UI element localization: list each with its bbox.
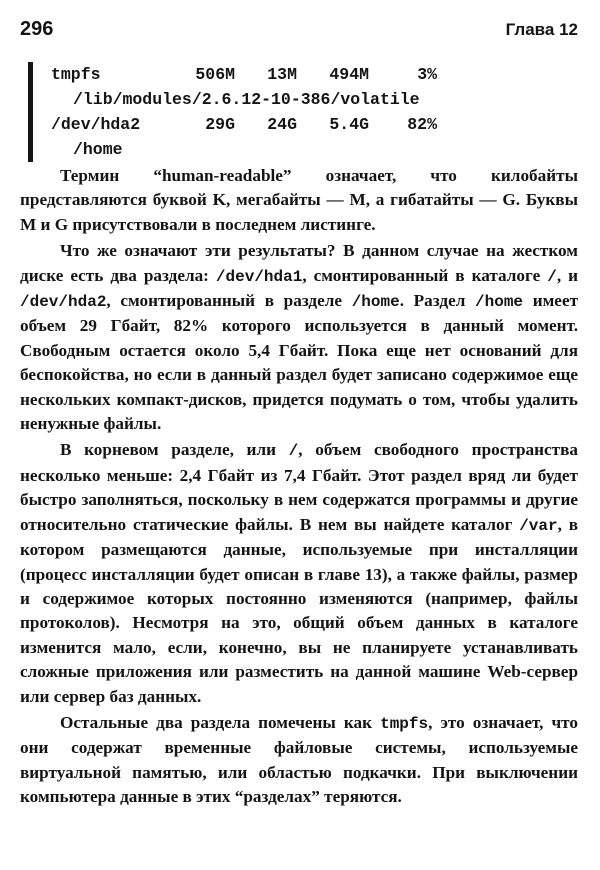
inline-code: /home [475, 293, 524, 312]
inline-code: tmpfs [380, 714, 429, 733]
listing-row [51, 112, 521, 137]
text-run: , объем свободного пространства несколько меньше: 2,4 Гбайт из 7,4 Гбайт. Этот раздел вряд ли будет быстро заполняться, поскольку в нем содержатся программы и другие относительно статические файлы. В нем вы найдете каталог [20, 440, 579, 534]
text-run: , это означает, что они содержат временные файловые системы, используемые виртуальной памятью, или областью подкачки. При выключении компьютера данные в этих “разделах” теряются. [20, 712, 578, 807]
body-text [20, 164, 578, 812]
text-run: , и [556, 265, 579, 285]
text-run: имеет объем 29 Гбайт, 82% которого используется в данный момент. Свободным остается около 5,4 Гбайт. Пока еще нет оснований для беспокойства, но если в данный раздел будет записано содержимое еще нескольких компакт-дисков, придется подумать о том, чтобы удалить ненужные файлы. [20, 291, 579, 434]
size-cell: 506M [195, 65, 235, 84]
page-number: 296 [20, 18, 54, 40]
page-header [20, 18, 578, 48]
paragraph-4 [20, 711, 578, 810]
used-cell: 24G [267, 115, 297, 134]
mount-point-line: /home [73, 140, 123, 159]
inline-code: /home [351, 293, 400, 312]
use-pct-cell: 82% [407, 115, 437, 134]
mount-point-line: /lib/modules/2.6.12-10-386/volatile [73, 90, 420, 109]
text-run: , в котором размещаются данные, используемые при инсталляции (процесс инсталляции будет описан в главе 13), а также файлы, размер и содержимое которых постоянно изменяются (например, файлы протоколов). Несмотря на это, общий объем данных в каталоге изменится мало, если, конечно, вы не планируете устанавливать сложные приложения или разместить на данной машине Web-сервер или сервер баз данных. [20, 514, 578, 706]
use-pct-cell: 3% [417, 65, 437, 84]
paragraph-3 [20, 438, 578, 708]
inline-code: / [547, 267, 557, 286]
text-run: В корневом разделе, или [60, 440, 289, 460]
filesystem-cell: /dev/hda2 [51, 115, 141, 134]
listing-row [51, 62, 521, 87]
text-run: . Раздел [399, 291, 476, 311]
avail-cell: 5.4G [329, 115, 369, 134]
used-cell: 13M [267, 65, 297, 84]
text-run: , смонтированный в разделе [106, 291, 352, 311]
text-run: , смонтированный в каталоге [302, 265, 548, 285]
paragraph-2 [20, 239, 578, 436]
text-run: Что же означают эти результаты? В данном случае на жестком диске есть два раздела: [20, 241, 578, 285]
filesystem-cell: tmpfs [51, 65, 101, 84]
inline-code: /var [519, 516, 558, 535]
chapter-label: Глава 12 [505, 20, 578, 39]
df-output-listing [28, 62, 521, 162]
avail-cell: 494M [329, 65, 369, 84]
size-cell: 29G [205, 115, 235, 134]
inline-code: / [288, 442, 299, 461]
paragraph-1: Термин “human-readable” означает, что килобайты представляются буквой K, мегабайты — M, а гибатайты — G. Буквы M и G присутствовали в последнем листинге. [20, 166, 578, 234]
text-run: Остальные два раздела помечены как [60, 712, 381, 732]
inline-code: /dev/hda1 [215, 267, 303, 286]
inline-code: /dev/hda2 [20, 293, 107, 312]
